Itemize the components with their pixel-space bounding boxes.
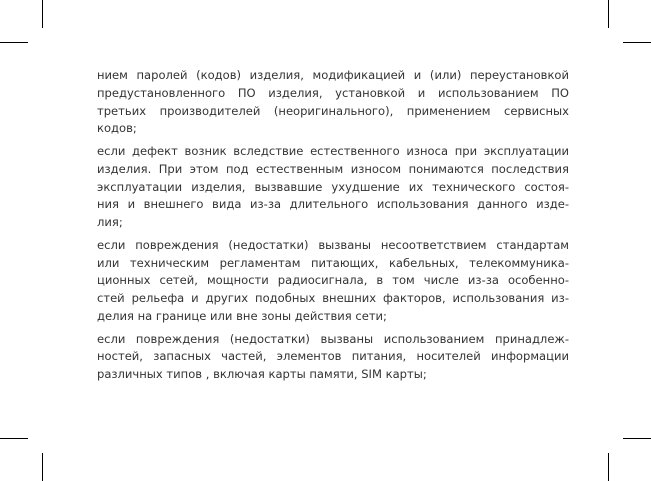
paragraph-accessories [97, 331, 569, 384]
crop-mark-top-right-vertical [608, 0, 609, 28]
text-line: изделия. При этом под естественным износом понимаются последствия [97, 161, 569, 176]
text-line: третьих производителей (неоригинального), применением сервисных [97, 103, 569, 118]
crop-mark-top-right-horizontal [623, 42, 651, 43]
paragraph-natural-wear [97, 143, 569, 232]
text-line: эксплуатации изделия, вызвавшие ухудшение их технического состоя- [97, 179, 569, 194]
text-line: лия; [97, 215, 123, 229]
paragraph-password-modification [97, 67, 569, 138]
text-line: если повреждения (недостатки) вызваны несоответствием стандартам [97, 237, 569, 252]
text-line: ностей, запасных частей, элементов питания, носителей информации [97, 349, 569, 364]
paragraph-network-standards [97, 237, 569, 326]
text-line: делия на границе или вне зоны действия сети; [97, 308, 387, 323]
crop-mark-top-left-vertical [42, 0, 43, 28]
text-line: ционных сетей, мощности радиосигнала, в том числе из-за особенно- [97, 273, 569, 288]
text-line: или техническим регламентам питающих, кабельных, телекоммуника- [97, 255, 569, 270]
text-line: если повреждения (недостатки) вызваны использованием принадлеж- [97, 331, 569, 346]
crop-mark-bottom-right-horizontal [623, 438, 651, 439]
text-line: нием паролей (кодов) изделия, модификацией и (или) переустановкой [97, 68, 569, 82]
text-line: ния и внешнего вида из-за длительного использования данного изде- [97, 197, 569, 212]
crop-mark-top-left-horizontal [0, 42, 28, 43]
text-line: стей рельефа и других подобных внешних факторов, использования из- [97, 291, 569, 305]
text-line: различных типов , включая карты памяти, SIM карты; [97, 367, 427, 381]
document-text-block [97, 67, 569, 389]
text-line: кодов; [97, 121, 137, 136]
crop-mark-bottom-left-vertical [42, 453, 43, 481]
text-line: предустановленного ПО изделия, установкой и использованием ПО [97, 85, 569, 100]
crop-mark-bottom-right-vertical [608, 453, 609, 481]
text-line: если дефект возник вследствие естественного износа при эксплуатации [97, 144, 569, 158]
crop-mark-bottom-left-horizontal [0, 438, 28, 439]
